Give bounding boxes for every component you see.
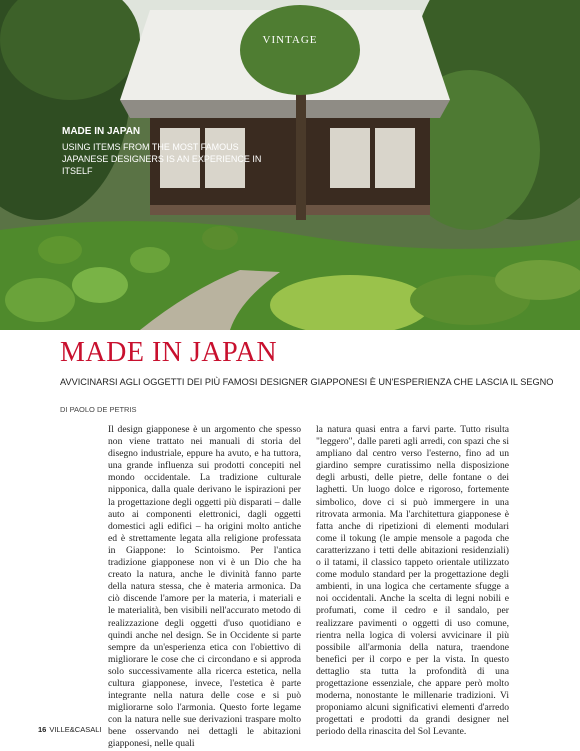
magazine-name: VILLE&CASALI — [49, 725, 102, 734]
hero-photo — [0, 0, 580, 330]
caption-subtitle: USING ITEMS FROM THE MOST FAMOUS JAPANESE DESIGNERS IS AN EXPERIENCE IN ITSELF — [62, 142, 262, 176]
article-title: MADE IN JAPAN — [60, 337, 278, 368]
section-tag: VINTAGE — [262, 34, 318, 46]
byline: DI PAOLO DE PETRIS — [60, 405, 137, 414]
article-column-left: Il design giapponese è un argomento che spesso non viene trattato nei manuali di storia del disegno industriale, eppure ha avuto, e ha tuttora, una grande influenza sui prodotti concepiti nel mondo occidentale. La tradizione culturale nipponica, dalla quale derivano le ispirazioni per la progettazione degli oggetti più disparati – dalle auto ai componenti elettronici, dagli oggetti domestici agli edifici – ha origini molto antiche ed è strettamente legata alla religione professata in Giappone: lo Scintoismo. Per l'antica tradizione giapponese non vi è un Dio che ha creato la natura, anche le divinità fanno parte della natura stessa, che è materia armonica. Da ciò discende l'amore per la materia, i materiali e le materialità, ben visibili nell'accurato metodo di realizzazione degli oggetti d'uso quotidiano e quindi anche nel design. Se in Occidente si parte sempre da un'esperienza etica con l'obiettivo di migliorare le cose che ci circondano e si approda solo successivamente alla ricerca estetica, nella cultura giapponese, invece, l'estetica è parte integrante nella natura delle cose e si può migliorarne solo l'armonia. Questo forte legame con la natura nelle sue derivazioni traspare molto bene osservando nei dettagli le abitazioni giapponesi, nelle quali — [108, 424, 301, 750]
page-number: 16 — [38, 725, 47, 734]
photo-caption — [62, 126, 262, 177]
caption-title: MADE IN JAPAN — [62, 126, 141, 137]
page-footer — [38, 725, 101, 734]
article-subtitle: AVVICINARSI AGLI OGGETTI DEI PIÙ FAMOSI DESIGNER GIAPPONESI È UN'ESPERIENZA CHE LASCIA IL SEGNO — [60, 377, 554, 387]
article-column-right: la natura quasi entra a farvi parte. Tutto risulta "leggero", dalle pareti agli arredi, con spazi che si ampliano dal centro verso l'esterno, fino ad un giardino sempre curatissimo nella disposizione degli arbusti, delle pietre, delle fontane o dei laghetti. Un luogo dolce e rigoroso, fortemente simbolico, dove ci si può immergere in una ritrovata armonia. Ma l'architettura giapponese è fatta anche di ripetizioni di elementi modulari come il tokung (le ampie mensole a pagoda che caratterizzano i tetti delle abitazioni residenziali) o il tatami, il classico tappeto orientale utilizzato come modulo standard per la progettazione degli ambienti, in una logica che certamente sfugge a noi occidentali. Anche la scelta di legni nobili e profumati, come il cedro e il sandalo, per realizzare pavimenti o oggetti di uso comune, rientra nella logica di volersi avvicinare il più possibile all'armonia della natura, traendone benefici per il corpo e per la vista. In questo dettaglio sta tutta la profondità di una progettazione essenziale, che appare però molto moderna, nonostante le millenarie tradizioni. Vi proponiamo alcuni significativi elementi d'arredo progettati e prodotti da grandi designer nel periodo della rinascita del Sol Levante. — [316, 424, 509, 738]
